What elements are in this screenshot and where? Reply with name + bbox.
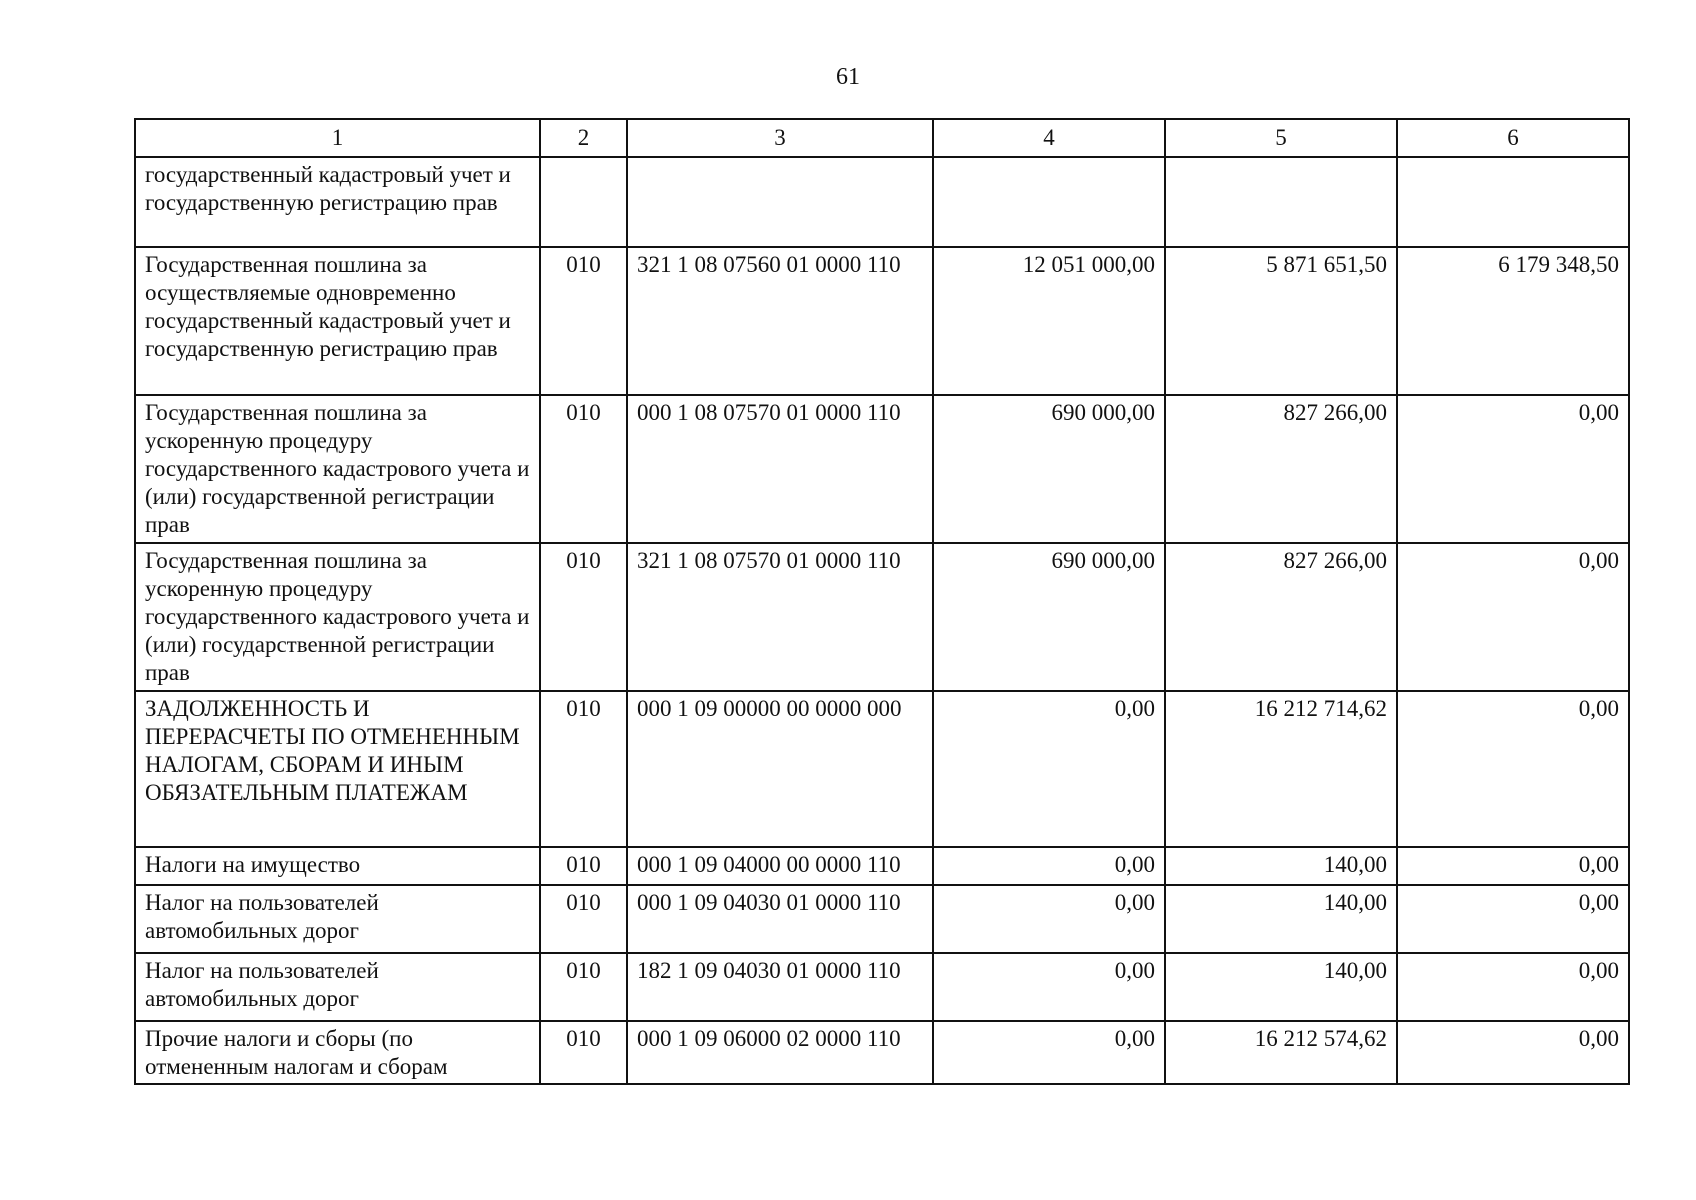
- column-header: 6: [1397, 119, 1629, 157]
- row-kbk: 000 1 09 04030 01 0000 110: [627, 885, 933, 953]
- row-col5: [1165, 157, 1397, 247]
- row-name: Налог на пользователей автомобильных дорог: [135, 885, 540, 953]
- column-header: 4: [933, 119, 1165, 157]
- row-col6: 0,00: [1397, 847, 1629, 885]
- row-col4: 0,00: [933, 1021, 1165, 1084]
- row-col6: [1397, 157, 1629, 247]
- row-code: 010: [540, 543, 627, 691]
- row-col4: 0,00: [933, 847, 1165, 885]
- row-col6: 0,00: [1397, 1021, 1629, 1084]
- row-col5: 140,00: [1165, 885, 1397, 953]
- table-row: [135, 157, 1629, 247]
- row-col6: 0,00: [1397, 691, 1629, 847]
- row-code: 010: [540, 847, 627, 885]
- table-row: [135, 395, 1629, 543]
- row-name: Налоги на имущество: [135, 847, 540, 885]
- page-number: 61: [836, 64, 860, 90]
- column-header: 1: [135, 119, 540, 157]
- row-code: 010: [540, 691, 627, 847]
- row-code: 010: [540, 885, 627, 953]
- table-header-row: [135, 119, 1629, 157]
- row-code: [540, 157, 627, 247]
- row-kbk: 000 1 09 04000 00 0000 110: [627, 847, 933, 885]
- row-kbk: 000 1 08 07570 01 0000 110: [627, 395, 933, 543]
- column-header: 3: [627, 119, 933, 157]
- row-name: Государственная пошлина за ускоренную процедуру государственного кадастрового учета и (или) государственной регистрации прав: [135, 395, 540, 543]
- revenue-table: [134, 118, 1630, 1085]
- row-col4: 0,00: [933, 885, 1165, 953]
- row-name: Государственная пошлина за осуществляемые одновременно государственный кадастровый учет и государственную регистрацию прав: [135, 247, 540, 395]
- row-col5: 827 266,00: [1165, 543, 1397, 691]
- row-col6: 0,00: [1397, 395, 1629, 543]
- table-row: [135, 1021, 1629, 1084]
- row-name: государственный кадастровый учет и государственную регистрацию прав: [135, 157, 540, 247]
- table-row: [135, 953, 1629, 1021]
- row-col5: 5 871 651,50: [1165, 247, 1397, 395]
- row-code: 010: [540, 1021, 627, 1084]
- row-kbk: 321 1 08 07560 01 0000 110: [627, 247, 933, 395]
- row-col5: 827 266,00: [1165, 395, 1397, 543]
- column-header: 2: [540, 119, 627, 157]
- column-header: 5: [1165, 119, 1397, 157]
- row-col4: 12 051 000,00: [933, 247, 1165, 395]
- table-row: [135, 543, 1629, 691]
- row-code: 010: [540, 395, 627, 543]
- row-col5: 16 212 574,62: [1165, 1021, 1397, 1084]
- row-col6: 6 179 348,50: [1397, 247, 1629, 395]
- row-col4: 0,00: [933, 953, 1165, 1021]
- row-name: ЗАДОЛЖЕННОСТЬ И ПЕРЕРАСЧЕТЫ ПО ОТМЕНЕННЫМ НАЛОГАМ, СБОРАМ И ИНЫМ ОБЯЗАТЕЛЬНЫМ ПЛАТЕЖАМ: [135, 691, 540, 847]
- row-name: Налог на пользователей автомобильных дорог: [135, 953, 540, 1021]
- row-col4: 690 000,00: [933, 395, 1165, 543]
- row-kbk: 182 1 09 04030 01 0000 110: [627, 953, 933, 1021]
- row-col4: 690 000,00: [933, 543, 1165, 691]
- table-row: [135, 847, 1629, 885]
- row-col4: [933, 157, 1165, 247]
- row-col6: 0,00: [1397, 953, 1629, 1021]
- row-name: Государственная пошлина за ускоренную процедуру государственного кадастрового учета и (или) государственной регистрации прав: [135, 543, 540, 691]
- row-col4: 0,00: [933, 691, 1165, 847]
- row-col5: 140,00: [1165, 953, 1397, 1021]
- row-name: Прочие налоги и сборы (по отмененным налогам и сборам: [135, 1021, 540, 1084]
- row-code: 010: [540, 953, 627, 1021]
- table-row: [135, 247, 1629, 395]
- table-row: [135, 691, 1629, 847]
- row-kbk: 000 1 09 00000 00 0000 000: [627, 691, 933, 847]
- row-code: 010: [540, 247, 627, 395]
- row-col5: 16 212 714,62: [1165, 691, 1397, 847]
- row-col6: 0,00: [1397, 885, 1629, 953]
- table-row: [135, 885, 1629, 953]
- row-kbk: [627, 157, 933, 247]
- row-col6: 0,00: [1397, 543, 1629, 691]
- row-kbk: 000 1 09 06000 02 0000 110: [627, 1021, 933, 1084]
- row-kbk: 321 1 08 07570 01 0000 110: [627, 543, 933, 691]
- row-col5: 140,00: [1165, 847, 1397, 885]
